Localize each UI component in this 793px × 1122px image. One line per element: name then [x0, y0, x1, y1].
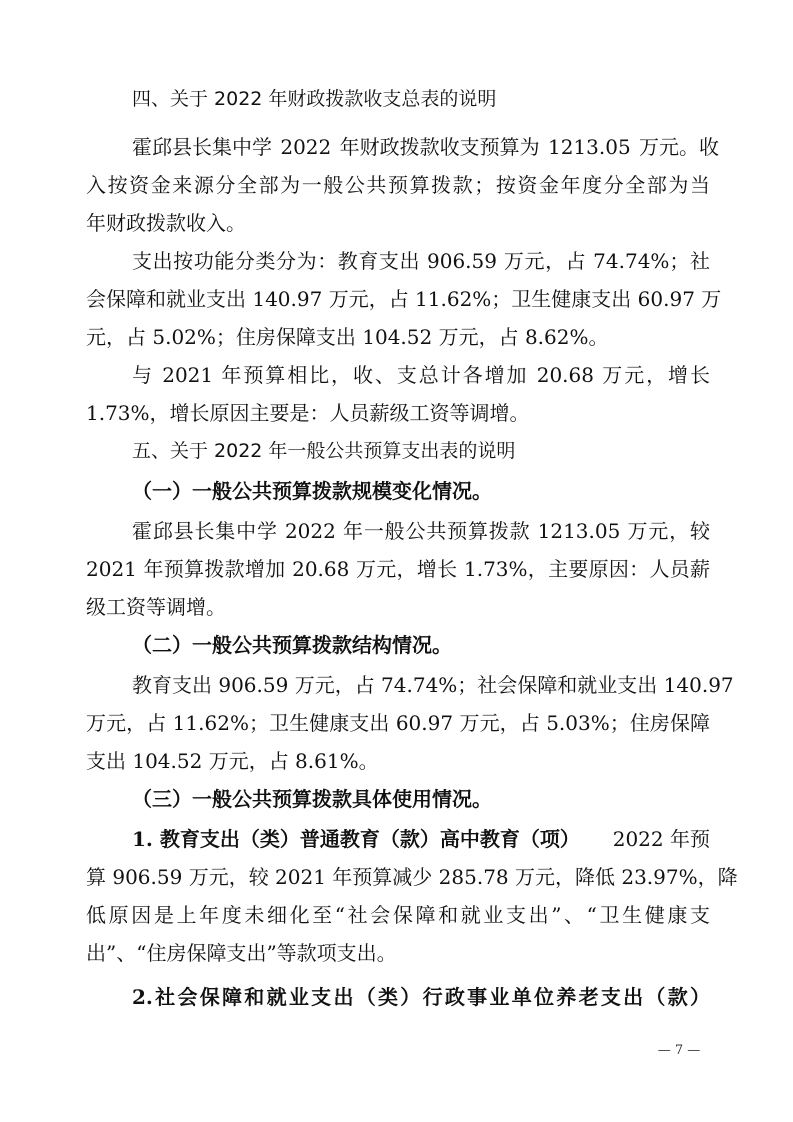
paragraph-line: 支出 104.52 万元，占 8.61%。 [86, 749, 379, 773]
item-2-title: 2.社会保障和就业支出（类）行政事业单位养老支出（款） [132, 985, 710, 1009]
paragraph-line: 会保障和就业支出 140.97 万元，占 11.62%；卫生健康支出 60.97 万 [86, 287, 722, 311]
paragraph-line: 算 906.59 万元，较 2021 年预算减少 285.78 万元，降低 23.97%，降 [86, 865, 738, 889]
paragraph-line: 支出按功能分类分为：教育支出 906.59 万元，占 74.74%；社 [132, 249, 710, 273]
paragraph-line: 万元，占 11.62%；卫生健康支出 60.97 万元，占 5.03%；住房保障 [86, 711, 710, 735]
paragraph-line: 入按资金来源分全部为一般公共预算拨款；按资金年度分全部为当 [86, 173, 710, 197]
item-1-first-line [132, 825, 710, 853]
paragraph-line: 与 2021 年预算相比，收、支总计各增加 20.68 万元，增长 [132, 363, 710, 387]
paragraph-line: 2021 年预算拨款增加 20.68 万元，增长 1.73%，主要原因：人员薪 [86, 557, 710, 581]
section-5-heading: 五、关于 2022 年一般公共预算支出表的说明 [132, 440, 516, 462]
paragraph-line: 出”、“住房保障支出”等款项支出。 [86, 941, 397, 965]
paragraph-line: 霍邱县长集中学 2022 年财政拨款收支预算为 1213.05 万元。收 [132, 135, 720, 159]
paragraph-fragment: 2022 年预 [612, 827, 710, 851]
subsection-2-title: （二）一般公共预算拨款结构情况。 [132, 633, 452, 657]
paragraph-line: 级工资等调增。 [86, 595, 226, 619]
paragraph-line: 霍邱县长集中学 2022 年一般公共预算拨款 1213.05 万元，较 [132, 519, 710, 543]
item-1-title: 1. 教育支出（类）普通教育（款）高中教育（项） [132, 827, 580, 851]
paragraph-line: 低原因是上年度未细化至“社会保障和就业支出”、“卫生健康支 [86, 903, 710, 927]
paragraph-line: 教育支出 906.59 万元，占 74.74%；社会保障和就业支出 140.97 [132, 673, 734, 697]
subsection-3-title: （三）一般公共预算拨款具体使用情况。 [132, 787, 492, 811]
section-4-heading: 四、关于 2022 年财政拨款收支总表的说明 [132, 88, 497, 110]
subsection-1-title: （一）一般公共预算拨款规模变化情况。 [132, 479, 492, 503]
paragraph-line: 元，占 5.02%；住房保障支出 104.52 万元，占 8.62%。 [86, 325, 609, 349]
page-number: — 7 — [657, 1043, 701, 1058]
paragraph-line: 1.73%，增长原因主要是：人员薪级工资等调增。 [86, 401, 530, 425]
paragraph-line: 年财政拨款收入。 [86, 211, 246, 235]
